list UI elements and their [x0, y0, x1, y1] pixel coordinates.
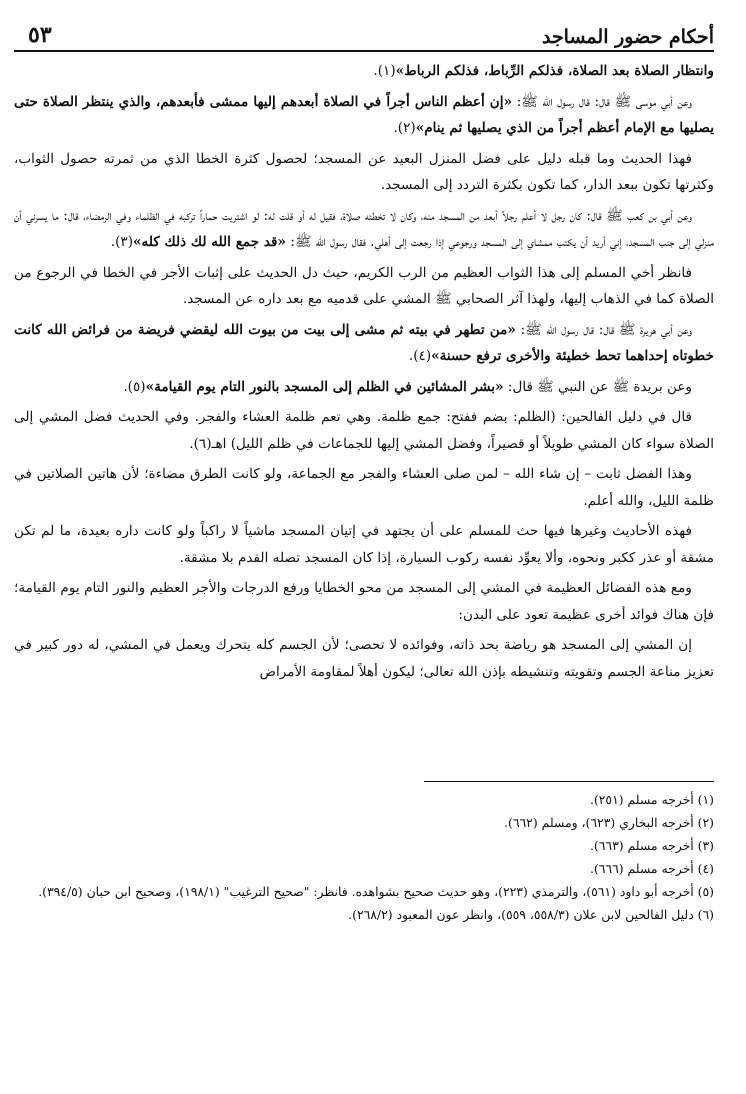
paragraph [14, 575, 714, 628]
footnote: (٢) أخرجه البخاري (٦٢٣)، ومسلم (٦٦٢). [504, 815, 714, 830]
running-header [14, 14, 714, 52]
commentary-text: ومع هذه الفضائل العظيمة في المشي إلى المسجد من محو الخطايا ورفع الدرجات والأجر العظيم والنور التام يوم القيامة؛ فإن هناك فوائد أخرى عظيمة تعود على البدن: [14, 580, 714, 623]
paragraph [14, 58, 714, 85]
running-title: أحكام حضور المساجد [541, 26, 714, 48]
paragraph [14, 146, 714, 199]
hadith-text: «من تطهر في بيته ثم مشى إلى بيت من بيوت الله ليقضي فريضة من فرائض الله كانت خطوتاه إحداهما تحط خطيئة والأخرى ترفع حسنة» [14, 321, 714, 364]
footnote-ref: (٦). [189, 435, 212, 452]
footnote-ref: (٤). [408, 348, 432, 364]
footnote-ref: (١). [373, 63, 396, 79]
footnote-ref: (٢). [393, 120, 416, 136]
footnote: (٣) أخرجه مسلم (٦٦٣). [589, 838, 714, 853]
narration-text: وعن أبي هريرة ﷺ قال: قال رسول الله ﷺ: [515, 321, 693, 338]
footnote: (٤) أخرجه مسلم (٦٦٦). [589, 861, 714, 876]
page-number: ٥٣ [28, 22, 52, 48]
footnote: (٥) أخرجه أبو داود (٥٦١)، والترمذي (٢٢٣)، وهو حديث صحيح بشواهده. فانظر: "صحيح الترغيب" (١٩٨/١)، وصحيح ابن حبان (٣٩٤/٥). [38, 884, 714, 899]
narration-text: وعن أبي بن كعب ﷺ قال: كان رجل لا أعلم رجلاً أبعد من المسجد منه، وكان لا تخطئه صلاة، فقيل له أو قلت له: لو اشتريت حماراً تركبه في الظلماء وفي الرمضاء، قال: ما يسرني أن منزلي إلى جنب المسجد، إني أريد أن يكتب ممشاي إلى المسجد ورجوعي إذا رجعت إلى أهلي. فقال رسول الله ﷺ: [14, 207, 714, 250]
hadith-text: «قد جمع الله لك ذلك كله» [133, 234, 287, 250]
commentary-text: فانظر أخي المسلم إلى هذا الثواب العظيم من الرب الكريم، حيث دل الحديث على إثبات الأجر في الخطا في الرجوع من الصلاة كما في الذهاب إليها، ولهذا آثر الصحابي ﷺ المشي على قدميه مع بعد داره عن المسجد. [14, 264, 714, 307]
paragraph [14, 260, 714, 313]
paragraph [14, 89, 714, 142]
footnote: (١) أخرجه مسلم (٢٥١). [589, 792, 714, 807]
footnotes [14, 788, 714, 926]
commentary-text: فهذه الأحاديث وغيرها فيها حث للمسلم على أن يجتهد في إتيان المسجد ماشياً لا راكباً ولو كانت داره بعيدة، ما لم تكن مشقة أو عذر ككبر ونحوه، وألا يعوِّد نفسه ركوب السيارة، إذا كان المسجد تصله القدم بلا مشقة. [14, 523, 714, 566]
footnote: (٦) دليل الفالحين لابن علان (٥٥٨/٣، ٥٥٩)، وانظر عون المعبود (٢٦٨/٢). [348, 907, 714, 922]
narration-text: وعن أبي موسى ﷺ قال: قال رسول الله ﷺ: [512, 93, 692, 110]
paragraph [14, 317, 714, 370]
footnote-ref: (٥). [123, 378, 146, 395]
book-page [14, 14, 714, 1080]
commentary-text: فهذا الحديث وما قبله دليل على فضل المنزل البعيد عن المسجد؛ لحصول كثرة الخطا الذي من ثمرته حصول الثواب، وكثرتها تكون ببعد الدار، كما تكون بكثرة التردد إلى المسجد. [14, 150, 714, 193]
paragraph [14, 518, 714, 571]
paragraph [14, 404, 714, 457]
hadith-text: «بشر المشائين في الظلم إلى المسجد بالنور التام يوم القيامة» [145, 378, 504, 395]
main-text [14, 58, 714, 685]
quotation-text: قال في دليل الفالحين: (الظلم: بضم ففتح: جمع ظلمة. وهي تعم ظلمة العشاء والفجر. وفي الحديث فضل المشي إلى الصلاة سواء كان المشي طويلاً أو قصيراً، وفضل المشي إليها للجماعات في ظلم الليل) اهـ [14, 409, 714, 452]
narration-text: وعن بريدة ﷺ عن النبي ﷺ قال: [503, 378, 692, 395]
paragraph [14, 203, 714, 256]
paragraph [14, 461, 714, 514]
commentary-text: إن المشي إلى المسجد هو رياضة بحد ذاته، وفوائده لا تحصى؛ لأن الجسم كله يتحرك ويعمل في المشي، له دور كبير في تعزيز مناعة الجسم وتقويته وتنشيطه بإذن الله تعالى؛ ليكون أهلاً لمقاومة الأمراض [14, 637, 714, 680]
footnote-ref: (٣). [110, 234, 134, 250]
footnote-separator [424, 781, 714, 782]
hadith-text: وانتظار الصلاة بعد الصلاة، فذلكم الرِّباط، فذلكم الرباط» [395, 63, 714, 79]
paragraph [14, 374, 714, 401]
paragraph [14, 632, 714, 685]
hadith-text: «إن أعظم الناس أجراً في الصلاة أبعدهم إليها ممشى فأبعدهم، والذي ينتظر الصلاة حتى يصليها مع الإمام أعظم أجراً من الذي يصليها ثم ينام» [14, 93, 714, 136]
commentary-text: وهذا الفضل ثابت – إن شاء الله – لمن صلى العشاء والفجر مع الجماعة، ولو كانت الطرق مضاءة؛ لأن هاتين الصلاتين في ظلمة الليل، والله أعلم. [14, 466, 714, 509]
